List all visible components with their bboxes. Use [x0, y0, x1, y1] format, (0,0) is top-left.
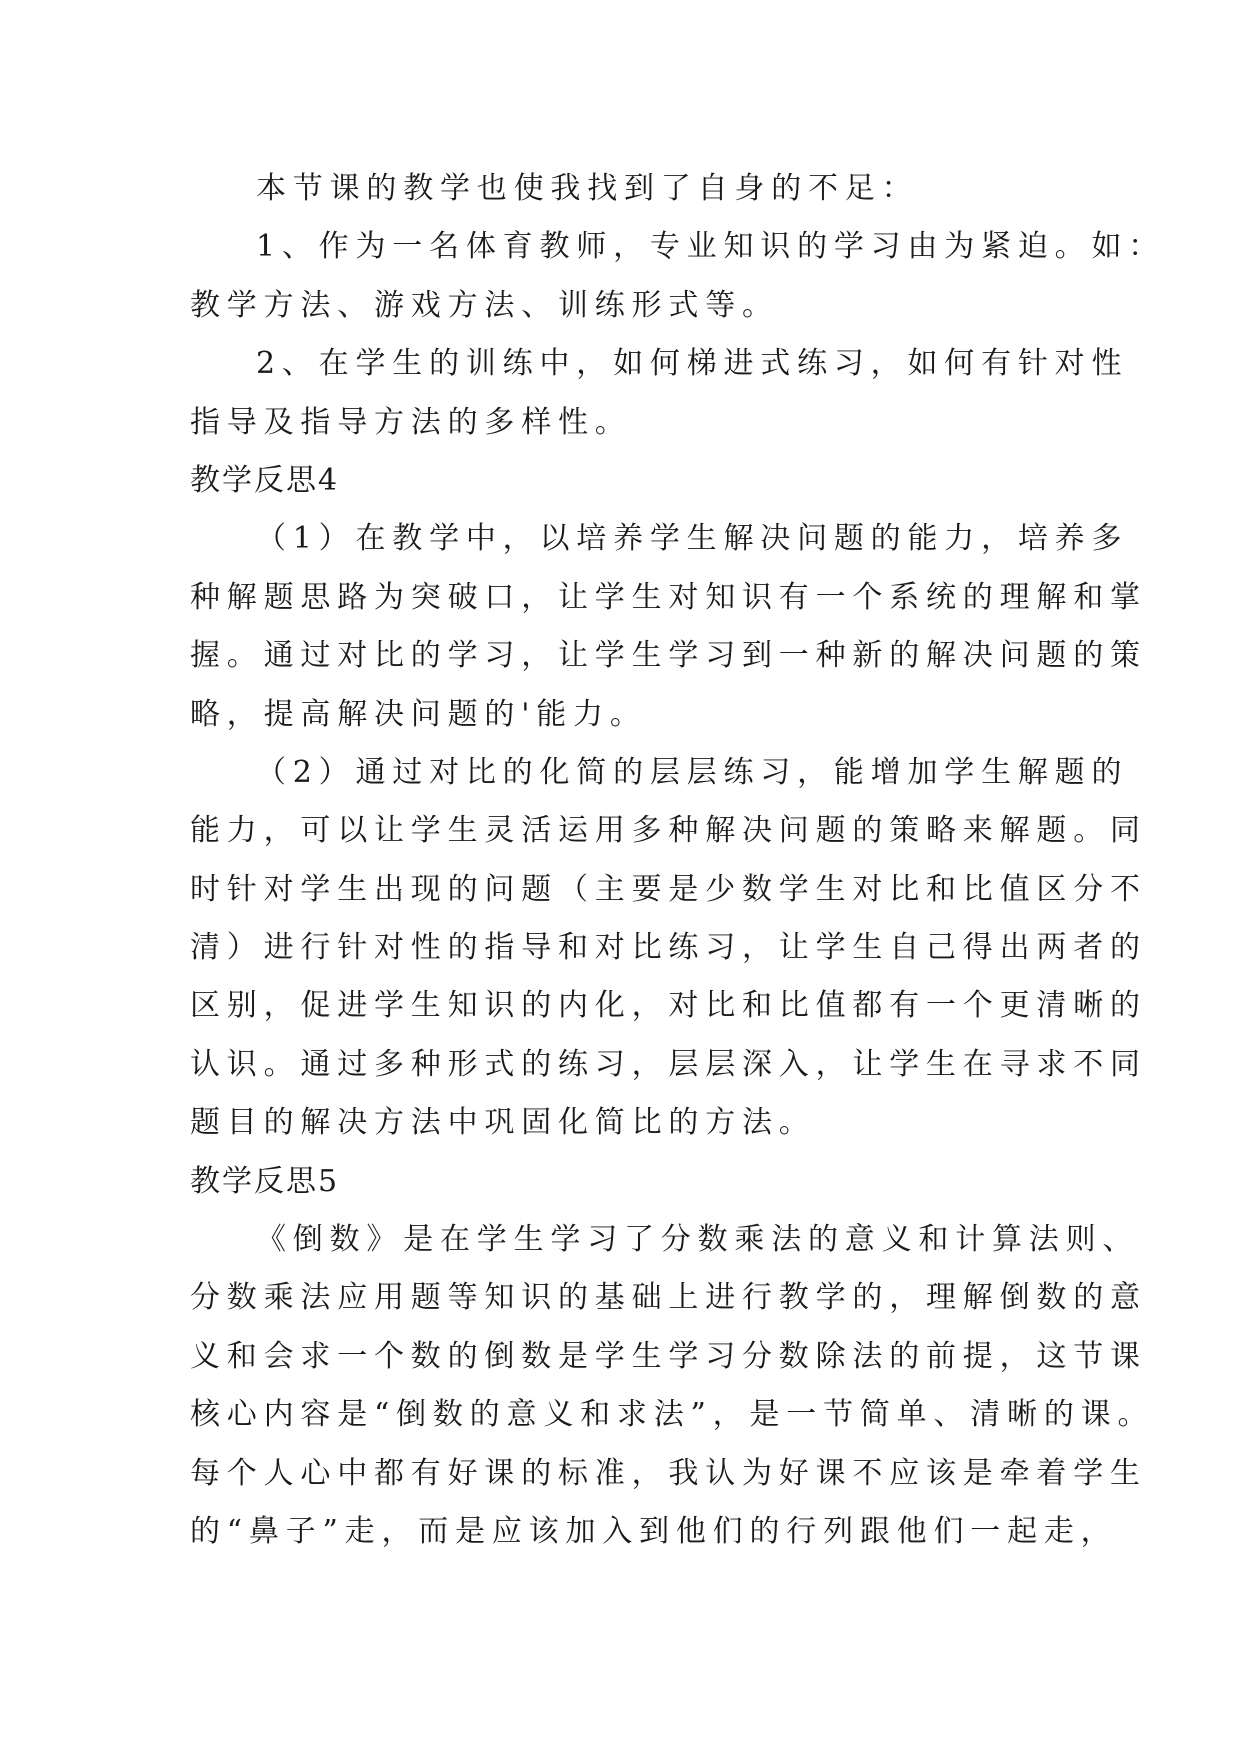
paragraph-line: 清）进行针对性的指导和对比练习，让学生自己得出两者的	[190, 930, 1147, 966]
paragraph-line: 2、在学生的训练中，如何梯进式练习，如何有针对性	[256, 346, 1129, 382]
paragraph-line: 区别，促进学生知识的内化，对比和比值都有一个更清晰的	[190, 988, 1147, 1024]
paragraph-line: 义和会求一个数的倒数是学生学习分数除法的前提，这节课	[190, 1338, 1147, 1374]
paragraph-line: 每个人心中都有好课的标准，我认为好课不应该是牵着学生	[190, 1455, 1147, 1491]
paragraph-line: 认识。通过多种形式的练习，层层深入，让学生在寻求不同	[190, 1046, 1147, 1082]
paragraph-line: 1、作为一名体育教师，专业知识的学习由为紧迫。如：	[256, 229, 1166, 265]
paragraph-line: 教学方法、游戏方法、训练形式等。	[190, 287, 779, 323]
paragraph-line: 《倒数》是在学生学习了分数乘法的意义和计算法则、	[256, 1222, 1140, 1258]
paragraph-line: 的“鼻子”走，而是应该加入到他们的行列跟他们一起走，	[190, 1513, 1118, 1549]
paragraph-line: 题目的解决方法中巩固化简比的方法。	[190, 1105, 816, 1141]
section-heading: 教学反思4	[190, 462, 340, 498]
paragraph-line: 能力，可以让学生灵活运用多种解决问题的策略来解题。同	[190, 813, 1147, 849]
paragraph-line: 握。通过对比的学习，让学生学习到一种新的解决问题的策	[190, 638, 1147, 674]
document-body	[190, 160, 1166, 1561]
paragraph-line: （1）在教学中，以培养学生解决问题的能力，培养多	[256, 521, 1129, 557]
paragraph-line: （2）通过对比的化简的层层练习，能增加学生解题的	[256, 754, 1129, 790]
paragraph-line: 种解题思路为突破口，让学生对知识有一个系统的理解和掌	[190, 579, 1147, 615]
paragraph-line: 分数乘法应用题等知识的基础上进行教学的，理解倒数的意	[190, 1280, 1147, 1316]
paragraph-line: 指导及指导方法的多样性。	[190, 404, 632, 440]
paragraph-line: 略，提高解决问题的'能力。	[190, 696, 647, 732]
paragraph-line: 核心内容是“倒数的意义和求法”，是一节简单、清晰的课。	[190, 1397, 1155, 1433]
paragraph-line: 时针对学生出现的问题（主要是少数学生对比和比值区分不	[190, 871, 1147, 907]
paragraph-line: 本节课的教学也使我找到了自身的不足：	[256, 171, 919, 206]
section-heading: 教学反思5	[190, 1163, 340, 1199]
